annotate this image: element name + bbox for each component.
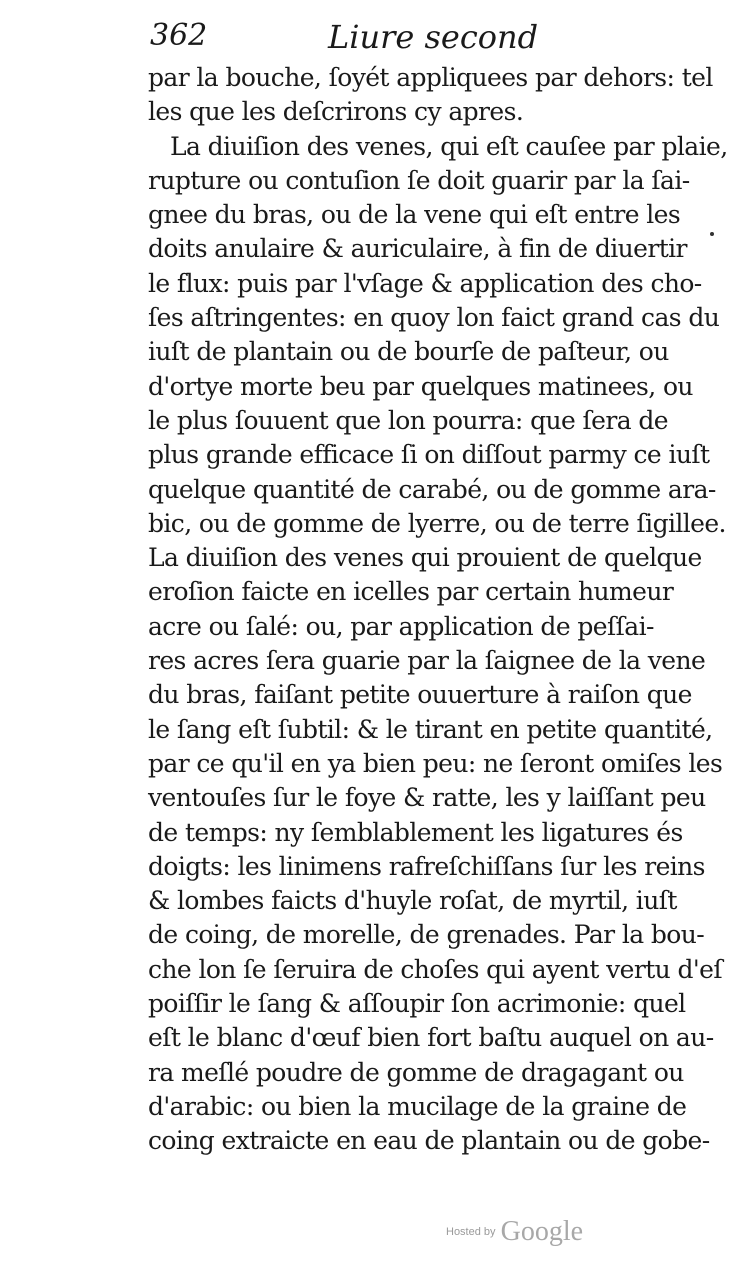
text-line: La diuiſion des venes, qui eſt cauſee par plaie,	[170, 131, 728, 161]
text-line: bic, ou de gomme de lyerre, ou de terre ſigillee.	[148, 508, 726, 538]
text-line: le plus ſouuent que lon pourra: que ſera de	[148, 405, 668, 435]
text-line: par ce qu'il en ya bien peu: ne ſeront omiſes les	[148, 748, 723, 778]
text-line: coing extraicte en eau de plantain ou de gobe-	[148, 1126, 710, 1156]
running-title: Liure second	[328, 18, 539, 56]
text-line: le flux: puis par l'vſage & application des cho-	[148, 268, 702, 298]
text-line: le ſang eſt ſubtil: & le tirant en petite quantité,	[148, 714, 713, 744]
text-line: par la bouche, ſoyét appliquees par dehors: tel	[148, 63, 713, 92]
text-line: poiſſir le ſang & aſſoupir ſon acrimonie: quel	[148, 989, 686, 1019]
text-line: ra meſlé poudre de gomme de dragagant ou	[148, 1057, 684, 1087]
text-line: du bras, faiſant petite ouuerture à raiſon que	[148, 680, 692, 710]
text-line: La diuiſion des venes qui prouient de quelque	[148, 543, 702, 573]
text-line: res acres ſera guarie par la ſaignee de la vene	[148, 646, 706, 676]
text-line: quelque quantité de carabé, ou de gomme ara-	[148, 474, 716, 504]
google-logo: Google	[500, 1216, 584, 1247]
body-text	[148, 61, 728, 1159]
text-line: d'arabic: ou bien la mucilage de la graine de	[148, 1091, 687, 1121]
text-line: d'ortye morte beu par quelques matinees, ou	[148, 371, 693, 401]
text-line: plus grande efficace ſi on diſſout parmy ce iuſt	[148, 440, 710, 470]
text-line: ſes aſtringentes: en quoy lon faict grand cas du	[148, 303, 720, 333]
text-line: doits anulaire & auriculaire, à fin de diuertir	[148, 234, 687, 264]
text-line: de temps: ny ſemblablement les ligatures és	[148, 817, 683, 847]
hosted-by-watermark	[446, 1216, 583, 1256]
text-line: eſt le blanc d'œuf bien fort baſtu auquel on au-	[148, 1023, 714, 1053]
text-line: doigts: les linimens rafreſchiſſans ſur les reins	[148, 851, 705, 881]
text-line: de coing, de morelle, de grenades. Par la bou-	[148, 920, 705, 950]
hosted-by-label: Hosted by	[446, 1226, 496, 1238]
text-line: che lon ſe ſeruira de choſes qui ayent vertu d'eſ	[148, 954, 723, 984]
margin-mark	[710, 232, 714, 236]
text-line: acre ou ſalé: ou, par application de peſſai-	[148, 611, 654, 641]
text-line: les que les deſcrirons cy apres.	[148, 97, 524, 127]
text-line: & lombes faicts d'huyle roſat, de myrtil, iuſt	[148, 886, 677, 916]
page-header	[150, 18, 539, 58]
text-line: eroſion faicte en icelles par certain humeur	[148, 577, 674, 607]
text-line: iuſt de plantain ou de bourſe de paſteur, ou	[148, 337, 669, 367]
page-number: 362	[150, 18, 208, 53]
text-line: gnee du bras, ou de la vene qui eſt entre les	[148, 200, 681, 230]
text-line: rupture ou contuſion ſe doit guarir par la ſai-	[148, 165, 690, 195]
text-line: ventouſes ſur le foye & ratte, les y laiſſant peu	[148, 783, 706, 813]
